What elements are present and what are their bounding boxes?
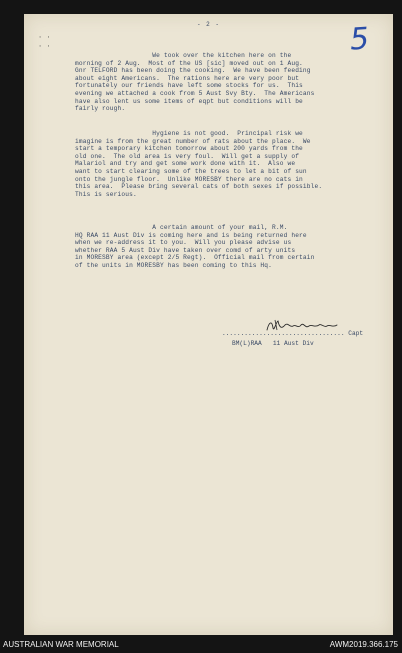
paragraph-mail: A certain amount of your mail, R.M. HQ RAA 11 Aust Div is coming here and is being returned here when we re-address it to you. Will you please advise us whether RAA 5 Aust Div have taken over comd of arty units in MORESBY area (except 2/5 Regt). Official mail from certain of the units in MORESBY has been coming to this Hq. (75, 224, 315, 269)
document-page (24, 14, 393, 635)
paragraph-kitchen: We took over the kitchen here on the morning of 2 Aug. Most of the US [sic] moved out on 1 Aug. Gnr TELFORD has been doing the cooking. We have been feeding about eight Americans. The rations here are very poor but fortunately our friends have left some stocks for us. This evening we attached a cook from 5 Aust Svy Bty. The Americans have also lent us some items of eqpt but conditions will be fairly rough. (75, 52, 315, 113)
folio-number: 5 (348, 21, 371, 58)
signature-line: ................................. Capt (222, 330, 364, 337)
footer-institution: AUSTRALIAN WAR MEMORIAL (3, 640, 119, 649)
page-number: - 2 - (196, 21, 220, 28)
punch-marks: · · · · (38, 34, 51, 51)
footer-reference: AWM2019.366.175 (329, 640, 398, 649)
paragraph-hygiene: Hygiene is not good. Principal risk we imagine is from the great number of rats about the place. We start a temporary kitchen tomorrow about 200 yards from the old one. The old area is very foul. Will get a supply of Malariol and try and get some work done with it. Also we want to start clearing some of the trees to let a bit of sun onto the jungle floor. Unlike MORESBY there are no cats in this area. Please bring several cats of both sexes if possible. This is serious. (75, 130, 323, 198)
signature-title: BM(L)RAA 11 Aust Div (232, 340, 314, 347)
